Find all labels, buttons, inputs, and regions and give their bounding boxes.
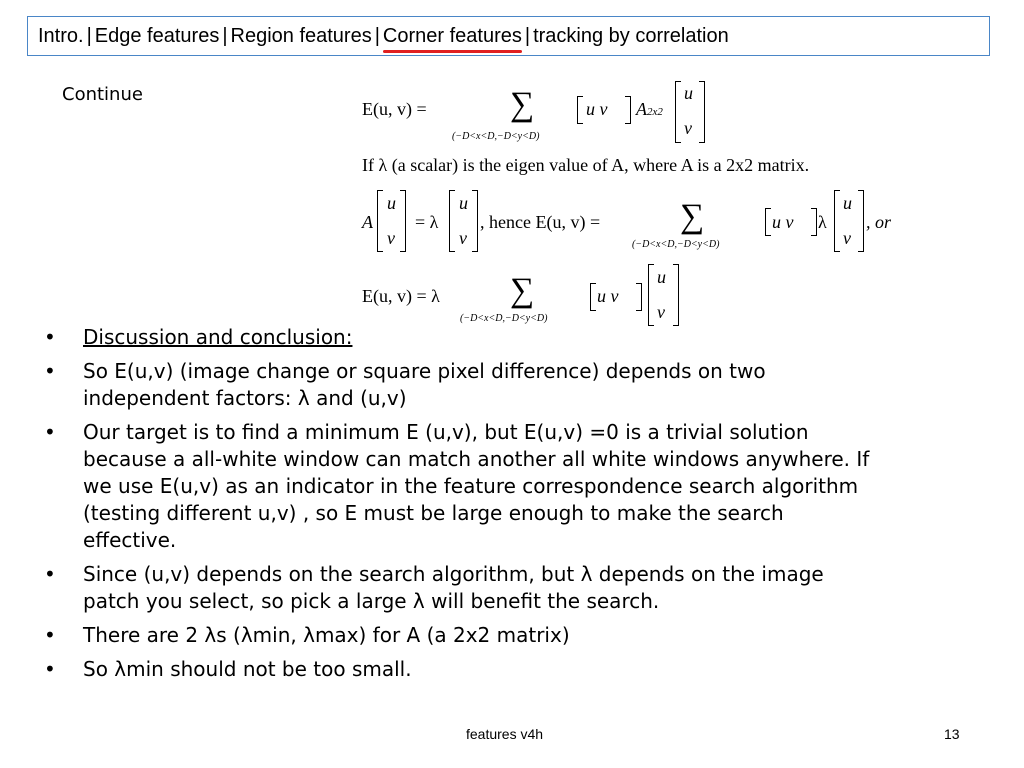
row-bracket-right [625, 96, 631, 124]
col-bracket-right [400, 190, 406, 252]
col-v: v [657, 302, 665, 322]
col-bracket-left [377, 190, 383, 252]
bullet-text: There are 2 λs (λmin, λmax) for A (a 2x2 matrix) [83, 623, 570, 647]
bullet-text: Our target is to find a minimum E (u,v), but E(u,v) =0 is a trivial solution because a all-white window can match another all white windows anywhere. If we use E(u,v) as an indicator in the feature correspondence search algorithm (testing different u,v) , so E must be large enough to make the search effective. [83, 420, 870, 552]
nav-item-intro[interactable]: Intro. [38, 25, 84, 47]
nav-item-edge-features[interactable]: Edge features [94, 25, 220, 47]
col-u: u [387, 193, 396, 213]
sum-limits: (−D<x<D,−D<y<D) [460, 313, 548, 324]
col-bracket-left [449, 190, 455, 252]
col-v: v [684, 118, 692, 138]
eq2-or: , or [866, 212, 892, 232]
row-bracket-left [765, 208, 771, 236]
col-v: v [387, 228, 395, 248]
col-u: u [657, 267, 666, 287]
bullet-heading: Discussion and conclusion: [83, 325, 353, 349]
continue-label: Continue [62, 84, 143, 105]
list-item [44, 561, 874, 615]
bullet-text: Since (u,v) depends on the search algorithm, but λ depends on the image patch you select, so pick a large λ will benefit the search. [83, 562, 824, 613]
footer-title: features v4h [466, 726, 544, 742]
section-nav [27, 16, 990, 56]
col-bracket-left [834, 190, 840, 252]
list-item [44, 324, 874, 351]
col-bracket-left [648, 264, 654, 326]
nav-separator: | [524, 25, 531, 47]
row-vector: u v [597, 286, 619, 306]
bullet-text: So E(u,v) (image change or square pixel difference) depends on two independent factors: λ and (u,v) [83, 359, 766, 410]
eq2-equals-lambda: = λ [415, 212, 439, 232]
nav-item-corner-features[interactable]: Corner features [383, 17, 522, 55]
nav-separator: | [86, 25, 92, 47]
row-vector: u v [772, 212, 794, 232]
eigen-statement: If λ (a scalar) is the eigen value of A, where A is a 2x2 matrix. [362, 155, 810, 175]
col-u: u [843, 193, 852, 213]
list-item [44, 622, 874, 649]
nav-separator: | [374, 25, 380, 47]
page-number: 13 [944, 726, 960, 742]
eq2-hence: , hence E(u, v) = [480, 212, 601, 232]
list-item [44, 419, 874, 554]
col-v: v [459, 228, 467, 248]
nav-item-region-features[interactable]: Region features [230, 25, 372, 47]
list-item [44, 656, 874, 683]
col-v: v [843, 228, 851, 248]
sum-symbol: ∑ [680, 198, 705, 235]
conclusion-bullets [44, 324, 874, 690]
col-bracket-right [858, 190, 864, 252]
nav-item-tracking-by-correlation[interactable]: tracking by correlation [533, 25, 729, 47]
col-bracket-right [673, 264, 679, 326]
eq2-a: A [362, 212, 373, 232]
eq3-lhs: E(u, v) = λ [362, 286, 440, 306]
col-bracket-left [675, 81, 681, 143]
eq2-lambda: λ [818, 212, 827, 232]
eq1-lhs: E(u, v) = [362, 99, 427, 119]
bullet-text: So λmin should not be too small. [83, 657, 412, 681]
matrix-a: A2x2 [636, 99, 663, 119]
col-u: u [459, 193, 468, 213]
row-bracket-right [811, 208, 817, 236]
nav-separator: | [222, 25, 228, 47]
sum-symbol: ∑ [510, 272, 535, 309]
row-bracket-right [636, 283, 642, 311]
sum-symbol: ∑ [510, 86, 535, 123]
col-bracket-right [472, 190, 478, 252]
sum-limits: (−D<x<D,−D<y<D) [452, 131, 540, 142]
row-bracket-left [577, 96, 583, 124]
row-bracket-left [590, 283, 596, 311]
row-vector: u v [586, 99, 608, 119]
sum-limits: (−D<x<D,−D<y<D) [632, 239, 720, 250]
list-item [44, 358, 874, 412]
col-u: u [684, 83, 693, 103]
col-bracket-right [699, 81, 705, 143]
